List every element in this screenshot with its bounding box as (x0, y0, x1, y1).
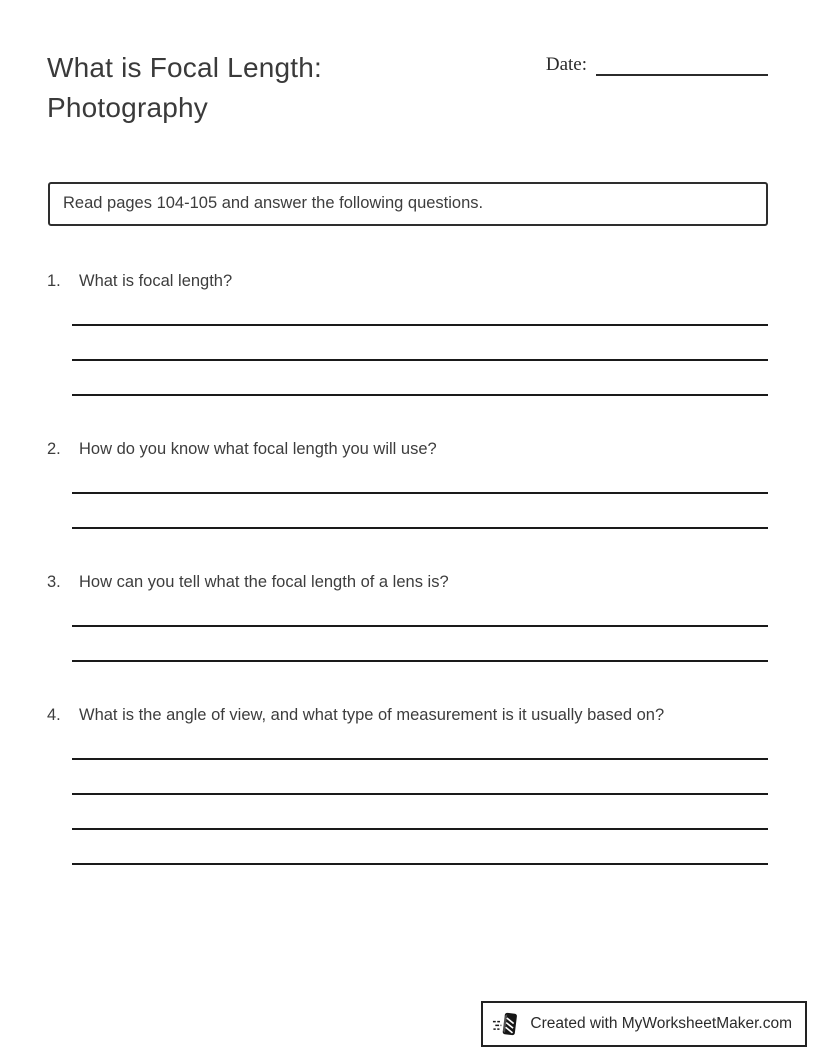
date-field (546, 54, 768, 76)
answer-lines (72, 324, 768, 396)
page-title-line1: What is Focal Length: (47, 52, 322, 83)
question-number: 2. (47, 440, 61, 458)
answer-lines (72, 625, 768, 662)
question-text: How do you know what focal length you will use? (79, 440, 437, 458)
date-blank-line (596, 55, 768, 76)
worksheet-header (0, 0, 816, 128)
answer-line (72, 394, 768, 396)
answer-line (72, 828, 768, 830)
date-label: Date: (545, 54, 587, 75)
question-item-1 (47, 269, 816, 396)
question-number: 4. (47, 706, 61, 724)
instruction-box (48, 182, 768, 226)
answer-line (72, 758, 768, 760)
question-row (47, 570, 816, 594)
answer-lines (72, 492, 768, 529)
instruction-text: Read pages 104-105 and answer the following questions. (63, 194, 484, 212)
footer-badge[interactable] (481, 1001, 807, 1047)
answer-line (72, 492, 768, 494)
question-item-3 (47, 570, 816, 662)
answer-line (72, 527, 768, 529)
question-row (47, 703, 816, 727)
answer-line (72, 660, 768, 662)
answer-line (72, 625, 768, 627)
question-item-4 (47, 703, 816, 865)
flying-worksheet-icon (492, 1009, 522, 1039)
answer-line (72, 793, 768, 795)
question-text: What is the angle of view, and what type of measurement is it usually based on? (79, 706, 665, 724)
question-text: What is focal length? (79, 272, 233, 290)
page-title (47, 48, 322, 128)
question-number: 1. (47, 272, 61, 290)
answer-line (72, 863, 768, 865)
question-text: How can you tell what the focal length of a lens is? (79, 573, 449, 591)
question-row (47, 437, 816, 461)
answer-line (72, 324, 768, 326)
question-number: 3. (47, 573, 61, 591)
answer-lines (72, 758, 768, 865)
question-row (47, 269, 816, 293)
footer-credit-text: Created with MyWorksheetMaker.com (530, 1015, 792, 1032)
page-title-line2: Photography (47, 92, 208, 123)
question-list (0, 269, 816, 865)
answer-line (72, 359, 768, 361)
question-item-2 (47, 437, 816, 529)
